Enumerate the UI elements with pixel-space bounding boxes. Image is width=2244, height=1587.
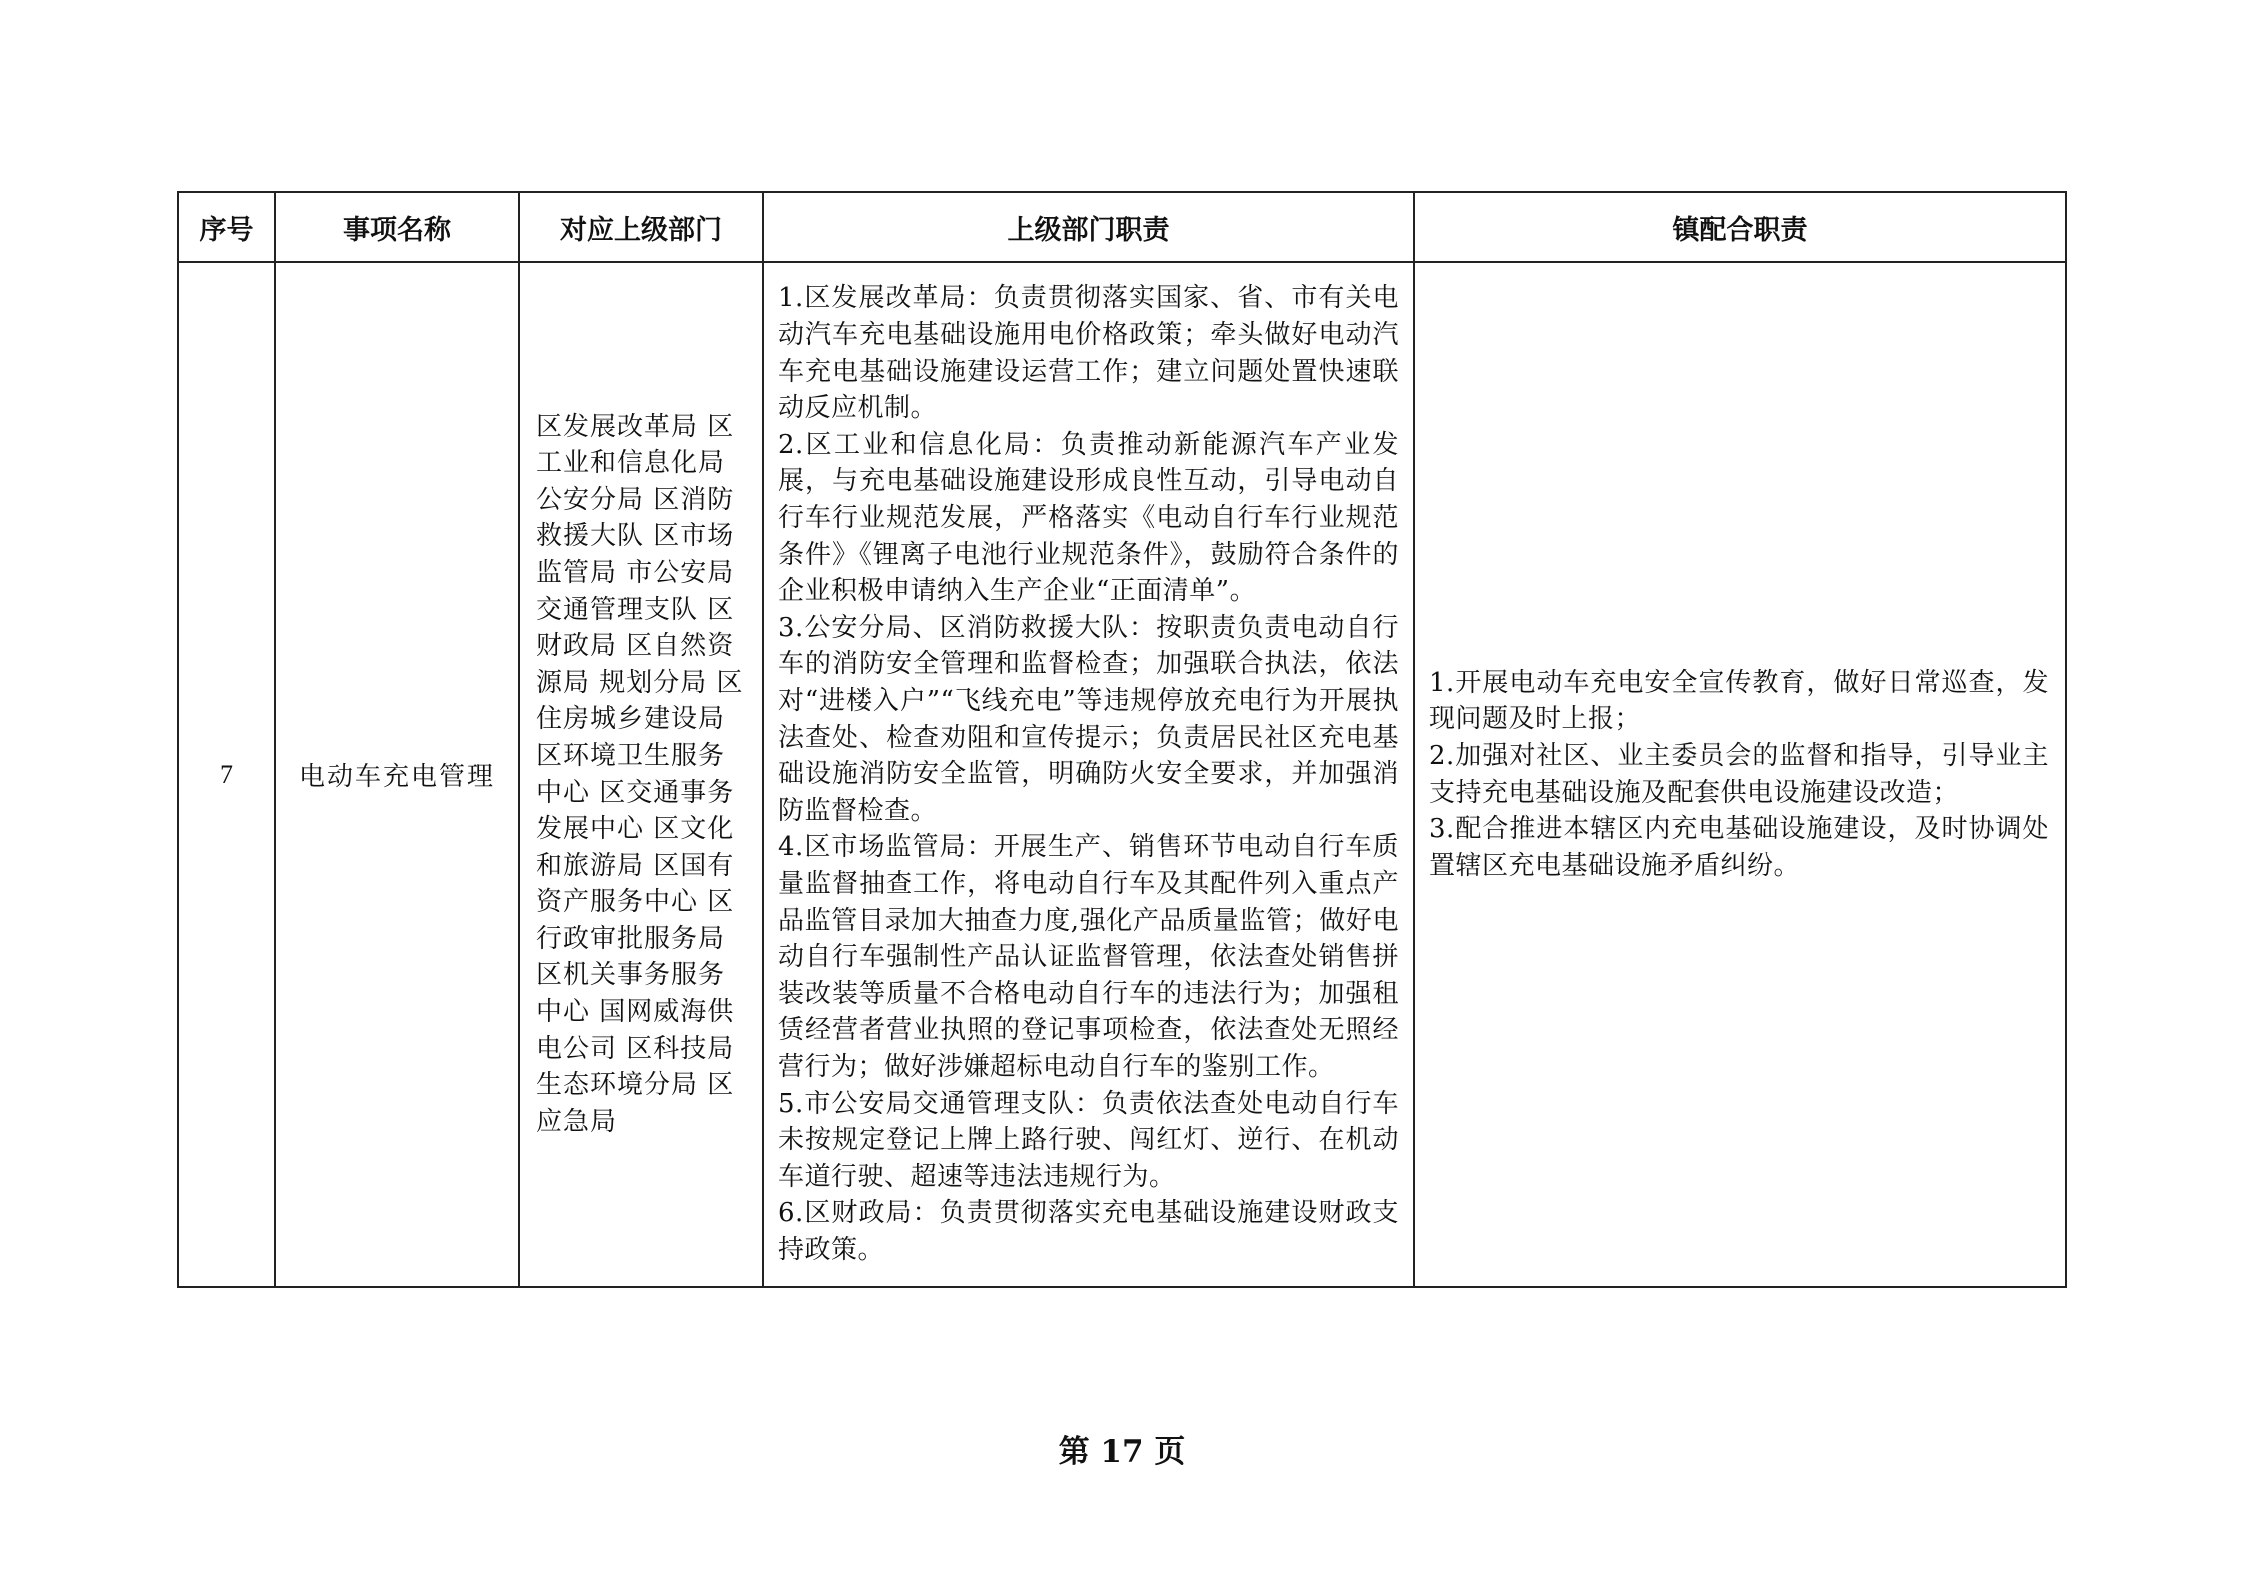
duty-item: 6.区财政局：负责贯彻落实充电基础设施建设财政支持政策。 xyxy=(778,1198,1399,1265)
row-seq: 7 xyxy=(178,262,275,1287)
header-dept: 对应上级部门 xyxy=(519,192,763,262)
row-dept: 区发展改革局 区工业和信息化局 公安分局 区消防救援大队 区市场监管局 市公安局交通管理支队 区财政局 区自然资源局 规划分局 区住房城乡建设局 区环境卫生服务中心 区交通事务发展中心 区文化和旅游局 区国有资产服务中心 区行政审批服务局 区机关事务服务中心 国网威海供电公司 区科技局 生态环境分局 区应急局 xyxy=(519,262,763,1287)
row-duties xyxy=(763,262,1414,1287)
row-town-duties xyxy=(1414,262,2066,1287)
table-header-row xyxy=(178,192,2066,262)
duty-table xyxy=(177,191,2067,1288)
table-row xyxy=(178,262,2066,1287)
duty-item: 4.区市场监管局：开展生产、销售环节电动自行车质量监督抽查工作，将电动自行车及其配件列入重点产品监管目录加大抽查力度,强化产品质量监管；做好电动自行车强制性产品认证监督管理，依法查处销售拼装改装等质量不合格电动自行车的违法行为；加强租赁经营者营业执照的登记事项检查，依法查处无照经营行为；做好涉嫌超标电动自行车的鉴别工作。 xyxy=(778,832,1399,1082)
header-seq: 序号 xyxy=(178,192,275,262)
header-town: 镇配合职责 xyxy=(1414,192,2066,262)
page-number: 第 17 页 xyxy=(1058,1434,1186,1470)
duty-item: 5.市公安局交通管理支队：负责依法查处电动自行车未按规定登记上牌上路行驶、闯红灯、逆行、在机动车道行驶、超速等违法违规行为。 xyxy=(778,1088,1399,1192)
row-name: 电动车充电管理 xyxy=(275,262,519,1287)
duty-item: 3.公安分局、区消防救援大队：按职责负责电动自行车的消防安全管理和监督检查；加强联合执法，依法对“进楼入户”“飞线充电”等违规停放充电行为开展执法查处、检查劝阻和宣传提示；负责居民社区充电基础设施消防安全监管，明确防火安全要求，并加强消防监督检查。 xyxy=(778,612,1399,826)
header-duty: 上级部门职责 xyxy=(763,192,1414,262)
duty-item: 2.区工业和信息化局：负责推动新能源汽车产业发展，与充电基础设施建设形成良性互动，引导电动自行车行业规范发展，严格落实《电动自行车行业规范条件》《锂离子电池行业规范条件》，鼓励符合条件的企业积极申请纳入生产企业“正面清单”。 xyxy=(778,429,1399,607)
duty-item: 1.区发展改革局：负责贯彻落实国家、省、市有关电动汽车充电基础设施用电价格政策；牵头做好电动汽车充电基础设施建设运营工作；建立问题处置快速联动反应机制。 xyxy=(778,283,1399,424)
town-duty-item: 2.加强对社区、业主委员会的监督和指导，引导业主支持充电基础设施及配套供电设施建设改造； xyxy=(1429,740,2049,808)
town-duty-item: 3.配合推进本辖区内充电基础设施建设，及时协调处置辖区充电基础设施矛盾纠纷。 xyxy=(1429,814,2049,881)
header-name: 事项名称 xyxy=(275,192,519,262)
town-duty-item: 1.开展电动车充电安全宣传教育，做好日常巡查，发现问题及时上报； xyxy=(1429,667,2049,735)
